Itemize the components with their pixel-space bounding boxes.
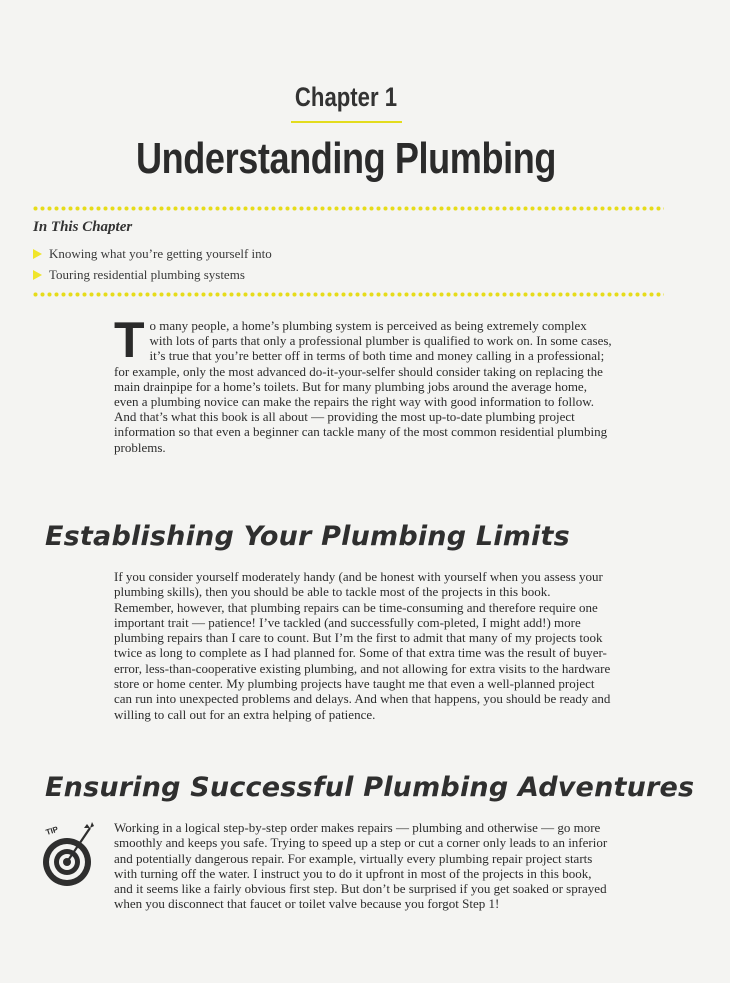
section-body-limits: If you consider yourself moderately handy (and be honest with yourself when you assess your plumbing skills), then you should be able to tackle most of the projects in this book. Remember, however, that plumbing repairs can be time-consuming and therefore require one important trait — patience! I’ve tackled (and successfully com-pleted, I might add!) more plumbing repairs than I care to count. But I’m the first to admit that many of my projects took twice as long to complete as I had planned for. Some of that extra time was the result of buyer-error, less-than-cooperative existing plumbing, and not allowing for extra visits to the hardware store or home center. My plumbing projects have taught me that even a well-planned project can run into unexpected problems and delays. And when that happens, you should be ready and willing to call out for an extra helping of patience. — [114, 569, 611, 722]
drop-cap: T — [114, 312, 145, 368]
chapter-rule — [291, 121, 402, 123]
section-body-adventures: Working in a logical step-by-step order makes repairs — plumbing and otherwise — go more smoothly and keeps you safe. Trying to speed up a step or cut a corner only leads to an inferior and potentially dangerous repair. For example, virtually every plumbing repair project starts with turning off the water. I instruct you to do it upfront in most of the projects in this book, and it seems like a fairly obvious first step. But don’t be surprised if you get soaked or sprayed when you disconnect that faucet or toilet valve because you forgot Step 1! — [114, 820, 608, 912]
tip-label: TIP — [44, 824, 60, 838]
chapter-topics-list — [33, 243, 272, 285]
list-item-text: Knowing what you’re getting yourself into — [49, 245, 272, 261]
tip-target-icon — [40, 820, 98, 888]
list-item — [33, 243, 272, 264]
list-item-text: Touring residential plumbing systems — [49, 266, 245, 282]
chapter-number: Chapter 1 — [294, 82, 398, 112]
arrow-bullet-icon — [33, 270, 42, 280]
arrow-bullet-icon — [33, 249, 42, 259]
list-item — [33, 264, 272, 285]
intro-paragraph — [114, 312, 613, 455]
in-this-chapter-heading: In This Chapter — [33, 219, 133, 235]
intro-text: o many people, a home’s plumbing system is perceived as being extremely complex with lots of parts that only a professional plumber is qualified to work on. In some cases, it’s true that you’re better off in terms of both time and money calling in a professional; for example, only the most advanced do-it-your-selfer should consider taking on replacing the main drainpipe for a home’s toilets. But for many plumbing jobs around the average home, even a plumbing novice can make the repairs the right way with good information to follow. And that’s what this book is all about — providing the most up-to-date plumbing project information so that even a beginner can tackle many of the most common residential plumbing problems. — [114, 318, 612, 455]
section-heading-adventures: Ensuring Successful Plumbing Adventures — [45, 772, 695, 803]
dotted-divider-top — [32, 206, 664, 211]
dotted-divider-bottom — [32, 292, 664, 297]
chapter-title: Understanding Plumbing — [136, 134, 556, 183]
section-heading-limits: Establishing Your Plumbing Limits — [45, 521, 570, 552]
